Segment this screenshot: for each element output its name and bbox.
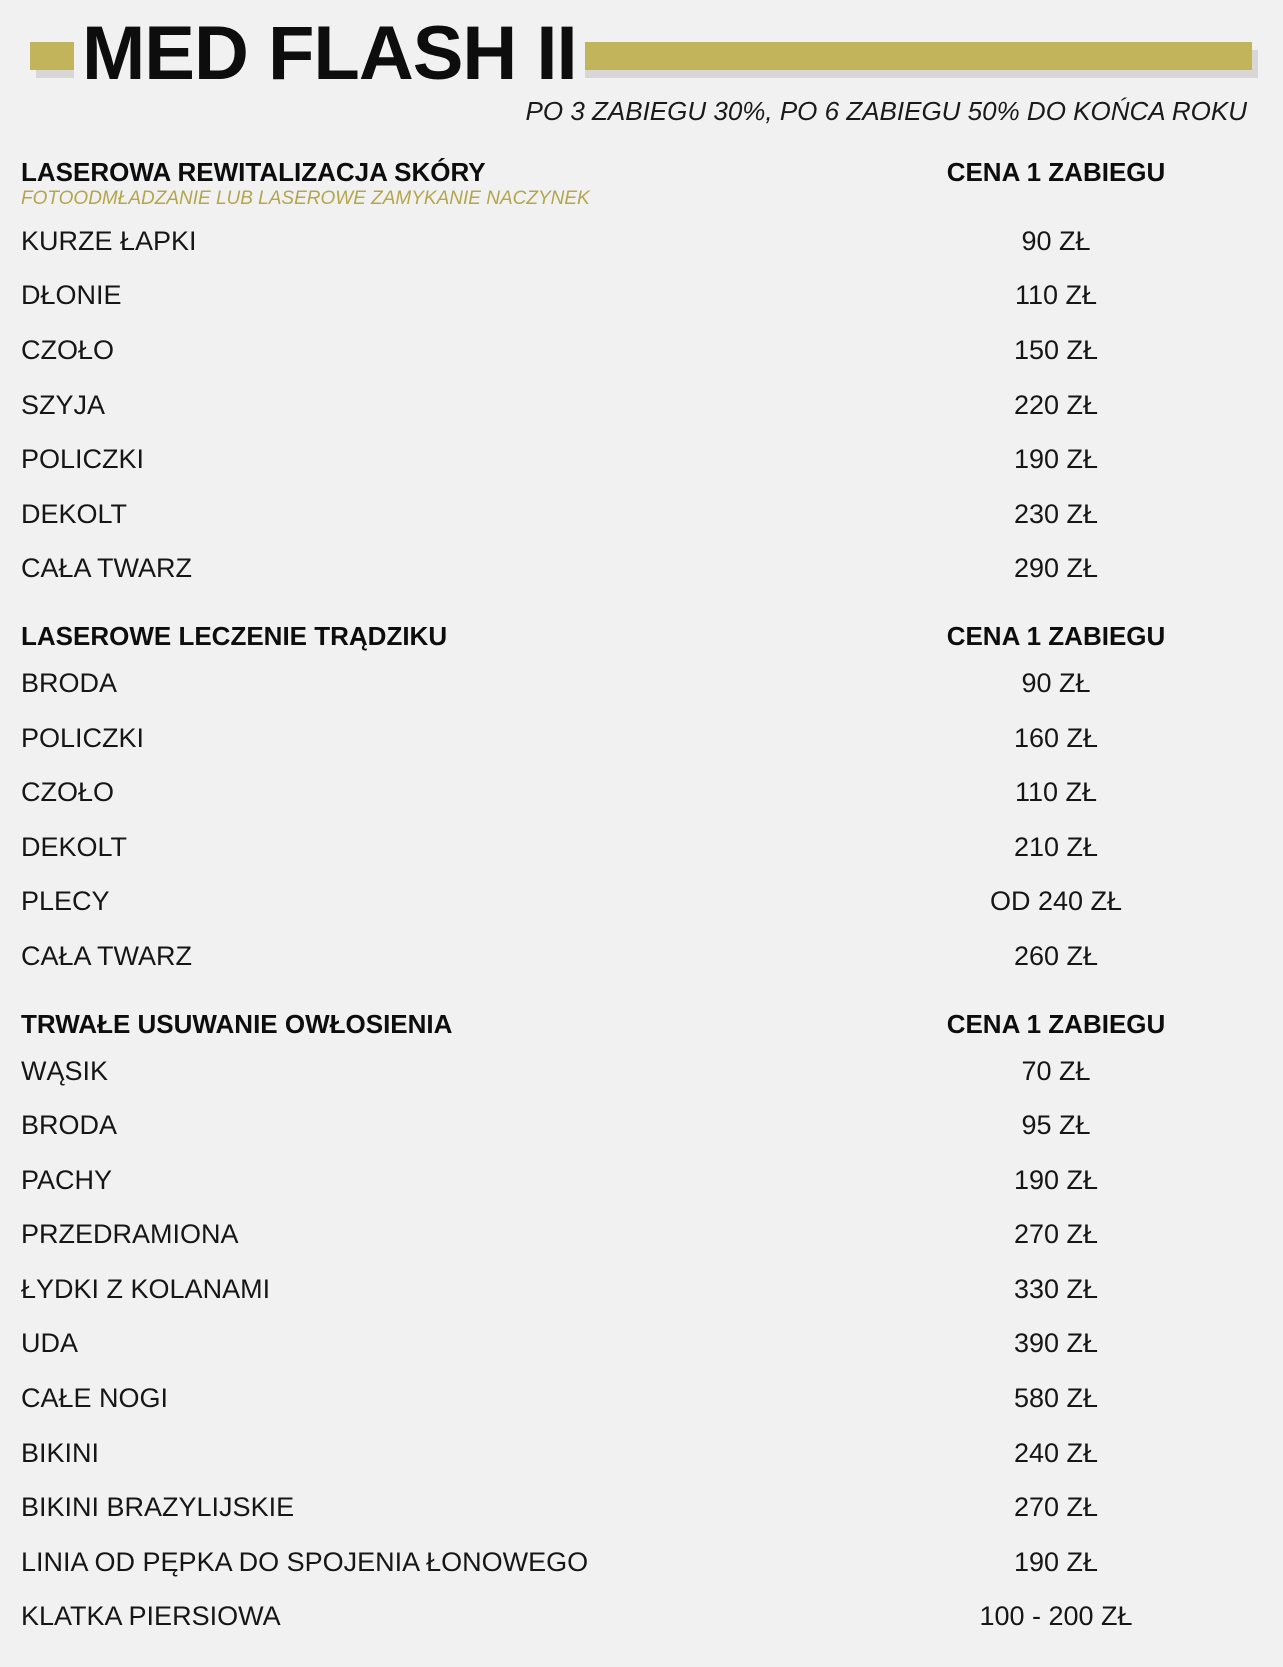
price-row bbox=[21, 1426, 1261, 1481]
price-row bbox=[21, 1044, 1261, 1099]
price-list bbox=[21, 150, 1261, 1662]
price-row bbox=[21, 656, 1261, 711]
price-row bbox=[21, 1262, 1261, 1317]
treatment-name: KLATKA PIERSIOWA bbox=[21, 1601, 281, 1632]
price-section bbox=[21, 1002, 1261, 1645]
treatment-price: 95 ZŁ bbox=[1021, 1110, 1091, 1141]
treatment-name: BIKINI BRAZYLIJSKIE bbox=[21, 1492, 295, 1523]
treatment-price: 290 ZŁ bbox=[1013, 553, 1099, 584]
title-bar-right bbox=[539, 42, 1252, 70]
section-title: LASEROWE LECZENIE TRĄDZIKU bbox=[21, 621, 448, 652]
treatment-name: ŁYDKI Z KOLANAMI bbox=[21, 1273, 271, 1304]
price-section bbox=[21, 614, 1261, 984]
treatment-name: WĄSIK bbox=[21, 1055, 109, 1086]
price-row bbox=[21, 1208, 1261, 1263]
treatment-name: CZOŁO bbox=[21, 777, 115, 808]
treatment-price: 150 ZŁ bbox=[1013, 334, 1099, 365]
treatment-price: 220 ZŁ bbox=[1013, 389, 1099, 420]
price-column-heading: CENA 1 ZABIEGU bbox=[946, 621, 1166, 652]
section-note: FOTOODMŁADZANIE LUB LASEROWE ZAMYKANIE NACZYNEK bbox=[21, 188, 590, 209]
treatment-name: CAŁE NOGI bbox=[21, 1383, 169, 1414]
price-row bbox=[21, 875, 1261, 930]
treatment-name: CAŁA TWARZ bbox=[21, 553, 193, 584]
treatment-price: 230 ZŁ bbox=[1013, 498, 1099, 529]
price-row bbox=[21, 432, 1261, 487]
treatment-price: 190 ZŁ bbox=[1013, 1164, 1099, 1195]
treatment-price: 240 ZŁ bbox=[1013, 1437, 1099, 1468]
title-bar-left bbox=[30, 42, 80, 70]
price-row bbox=[21, 1371, 1261, 1426]
treatment-price: 270 ZŁ bbox=[1013, 1219, 1099, 1250]
price-section bbox=[21, 150, 1261, 596]
price-row bbox=[21, 269, 1261, 324]
treatment-name: LINIA OD PĘPKA DO SPOJENIA ŁONOWEGO bbox=[21, 1546, 589, 1577]
price-row bbox=[21, 711, 1261, 766]
price-row bbox=[21, 1317, 1261, 1372]
page-title: MED FLASH II bbox=[74, 14, 585, 94]
price-row bbox=[21, 820, 1261, 875]
price-row bbox=[21, 1480, 1261, 1535]
price-row bbox=[21, 378, 1261, 433]
price-row bbox=[21, 1098, 1261, 1153]
treatment-price: 390 ZŁ bbox=[1013, 1328, 1099, 1359]
treatment-name: POLICZKI bbox=[21, 444, 145, 475]
treatment-price: 90 ZŁ bbox=[1021, 225, 1091, 256]
price-row bbox=[21, 1590, 1261, 1645]
header bbox=[0, 0, 1283, 140]
treatment-price: 270 ZŁ bbox=[1013, 1492, 1099, 1523]
treatment-name: KURZE ŁAPKI bbox=[21, 225, 197, 256]
price-row bbox=[21, 323, 1261, 378]
section-header bbox=[21, 614, 1261, 656]
section-title: LASEROWA REWITALIZACJA SKÓRY bbox=[21, 157, 486, 187]
price-row bbox=[21, 929, 1261, 984]
promo-subtitle: PO 3 ZABIEGU 30%, PO 6 ZABIEGU 50% DO KOŃCA ROKU bbox=[525, 96, 1247, 126]
price-column-heading: CENA 1 ZABIEGU bbox=[946, 1008, 1166, 1039]
price-column-heading: CENA 1 ZABIEGU bbox=[946, 157, 1166, 187]
treatment-name: DŁONIE bbox=[21, 280, 122, 311]
treatment-price: 210 ZŁ bbox=[1013, 831, 1099, 862]
treatment-price: 190 ZŁ bbox=[1013, 1546, 1099, 1577]
section-title: TRWAŁE USUWANIE OWŁOSIENIA bbox=[21, 1008, 453, 1039]
treatment-name: BIKINI bbox=[21, 1437, 100, 1468]
treatment-price: 100 - 200 ZŁ bbox=[979, 1601, 1133, 1632]
treatment-name: DEKOLT bbox=[21, 831, 128, 862]
treatment-name: BRODA bbox=[21, 667, 118, 698]
price-row bbox=[21, 214, 1261, 269]
treatment-name: BRODA bbox=[21, 1110, 118, 1141]
treatment-price: 580 ZŁ bbox=[1013, 1383, 1099, 1414]
treatment-name: PACHY bbox=[21, 1164, 113, 1195]
treatment-price: 330 ZŁ bbox=[1013, 1273, 1099, 1304]
section-header bbox=[21, 150, 1261, 192]
price-row bbox=[21, 765, 1261, 820]
treatment-price: 260 ZŁ bbox=[1013, 940, 1099, 971]
treatment-price: 90 ZŁ bbox=[1021, 667, 1091, 698]
treatment-price: 110 ZŁ bbox=[1014, 777, 1098, 808]
treatment-price: 70 ZŁ bbox=[1021, 1055, 1091, 1086]
treatment-price: 160 ZŁ bbox=[1013, 722, 1099, 753]
treatment-name: CZOŁO bbox=[21, 334, 115, 365]
treatment-name: DEKOLT bbox=[21, 498, 128, 529]
price-row bbox=[21, 1535, 1261, 1590]
treatment-name: POLICZKI bbox=[21, 722, 145, 753]
treatment-price: OD 240 ZŁ bbox=[989, 886, 1123, 917]
price-row bbox=[21, 1153, 1261, 1208]
section-header bbox=[21, 1002, 1261, 1044]
treatment-name: SZYJA bbox=[21, 389, 106, 420]
price-row bbox=[21, 542, 1261, 597]
treatment-name: PRZEDRAMIONA bbox=[21, 1219, 239, 1250]
treatment-name: CAŁA TWARZ bbox=[21, 940, 193, 971]
treatment-name: PLECY bbox=[21, 886, 110, 917]
treatment-name: UDA bbox=[21, 1328, 79, 1359]
treatment-price: 190 ZŁ bbox=[1013, 444, 1099, 475]
treatment-price: 110 ZŁ bbox=[1014, 280, 1098, 311]
price-row bbox=[21, 487, 1261, 542]
